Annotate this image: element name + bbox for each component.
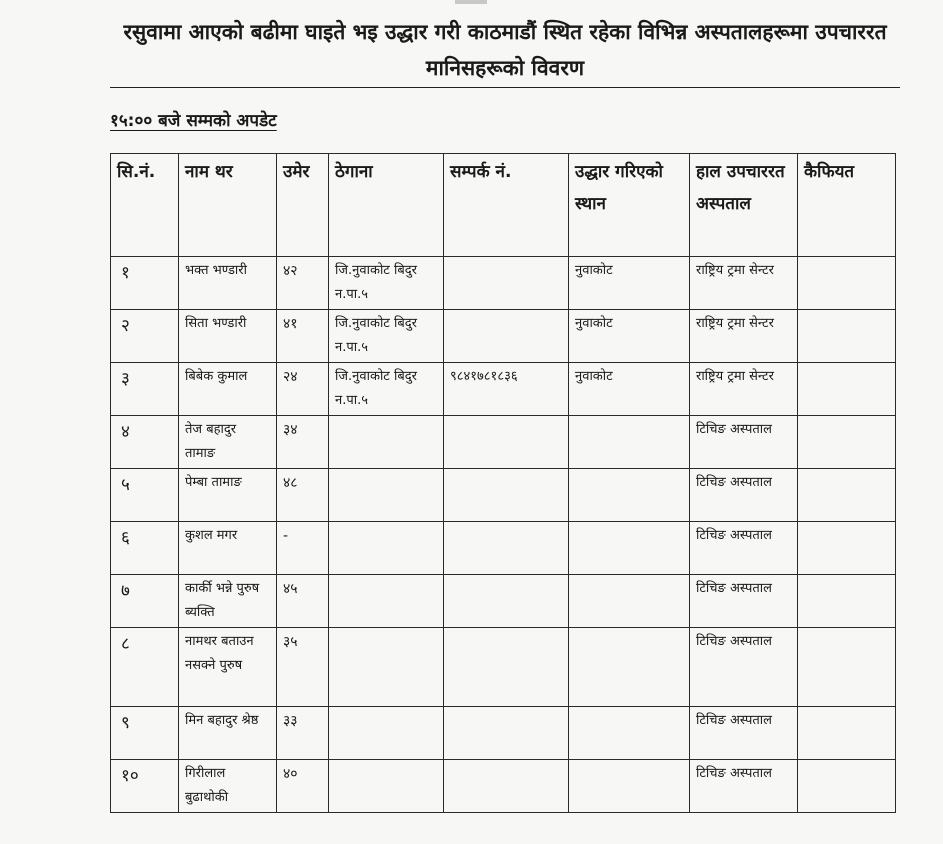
cell-remarks [798,363,896,416]
cell-rescue-place [569,707,690,760]
cell-serial: १० [111,760,179,813]
cell-contact [444,416,569,469]
cell-rescue-place [569,575,690,628]
cell-remarks [798,257,896,310]
cell-hospital: टिचिङ अस्पताल [690,707,798,760]
cell-name: पेम्बा तामाङ [179,469,277,522]
cell-rescue-place [569,522,690,575]
cell-serial: २ [111,310,179,363]
cell-address [329,416,444,469]
header-age: उमेर [277,154,329,257]
cell-name: गिरीलाल बुढाथोकी [179,760,277,813]
table-row [111,575,896,628]
cell-rescue-place: नुवाकोट [569,363,690,416]
cell-age: ४० [277,760,329,813]
cell-remarks [798,522,896,575]
cell-contact [444,257,569,310]
header-remarks: कैफियत [798,154,896,257]
cell-age: ३३ [277,707,329,760]
header-rescue-place: उद्धार गरिएको स्थान [569,154,690,257]
cell-rescue-place: नुवाकोट [569,310,690,363]
cell-remarks [798,760,896,813]
cell-contact [444,575,569,628]
cell-name: सिता भण्डारी [179,310,277,363]
cell-name: भक्त भण्डारी [179,257,277,310]
table-row [111,416,896,469]
cell-hospital: टिचिङ अस्पताल [690,522,798,575]
cell-serial: ९ [111,707,179,760]
cell-age: ४५ [277,575,329,628]
cell-contact [444,707,569,760]
cell-serial: ६ [111,522,179,575]
cell-hospital: राष्ट्रिय ट्रमा सेन्टर [690,363,798,416]
header-serial: सि.नं. [111,154,179,257]
cell-hospital: टिचिङ अस्पताल [690,575,798,628]
cell-address: जि.नुवाकोट बिदुर न.पा.५ [329,363,444,416]
table-row [111,310,896,363]
cell-address [329,760,444,813]
cell-hospital: राष्ट्रिय ट्रमा सेन्टर [690,257,798,310]
table-row [111,707,896,760]
header-hospital: हाल उपचाररत अस्पताल [690,154,798,257]
table-row [111,760,896,813]
cell-contact [444,628,569,707]
cell-age: ४८ [277,469,329,522]
cell-address [329,522,444,575]
cell-remarks [798,628,896,707]
cell-hospital: राष्ट्रिय ट्रमा सेन्टर [690,310,798,363]
cell-rescue-place [569,416,690,469]
cell-serial: ५ [111,469,179,522]
cell-remarks [798,575,896,628]
patients-table [110,153,896,813]
cell-rescue-place: नुवाकोट [569,257,690,310]
cell-serial: ८ [111,628,179,707]
cell-name: कुशल मगर [179,522,277,575]
cell-remarks [798,416,896,469]
cell-serial: ३ [111,363,179,416]
cell-age: २४ [277,363,329,416]
cell-address: जि.नुवाकोट बिदुर न.पा.५ [329,257,444,310]
cell-age: ३५ [277,628,329,707]
cell-remarks [798,310,896,363]
cell-name: मिन बहादुर श्रेष्ठ [179,707,277,760]
cell-hospital: टिचिङ अस्पताल [690,760,798,813]
cell-age: ३४ [277,416,329,469]
cell-rescue-place [569,469,690,522]
table-row [111,522,896,575]
cell-address [329,575,444,628]
table-row [111,363,896,416]
cell-serial: ७ [111,575,179,628]
cell-rescue-place [569,628,690,707]
cell-contact: ९८४१७८१८३६ [444,363,569,416]
cell-address: जि.नुवाकोट बिदुर न.पा.५ [329,310,444,363]
cell-contact [444,522,569,575]
cell-serial: १ [111,257,179,310]
cell-name: नामथर बताउन नसक्ने पुरुष [179,628,277,707]
cell-age: ४२ [277,257,329,310]
table-row [111,469,896,522]
table-header-row [111,154,896,257]
cell-remarks [798,707,896,760]
header-contact: सम्पर्क नं. [444,154,569,257]
cell-hospital: टिचिङ अस्पताल [690,416,798,469]
cell-address [329,469,444,522]
cell-hospital: टिचिङ अस्पताल [690,628,798,707]
cell-name: बिबेक कुमाल [179,363,277,416]
table-row [111,257,896,310]
cell-age: - [277,522,329,575]
cell-name: कार्की भन्ने पुरुष ब्यक्ति [179,575,277,628]
top-edge-mark [455,0,487,4]
cell-remarks [798,469,896,522]
header-name: नाम थर [179,154,277,257]
cell-contact [444,469,569,522]
update-label: १५:०० बजे सम्मको अपडेट [110,111,277,131]
cell-hospital: टिचिङ अस्पताल [690,469,798,522]
cell-name: तेज बहादुर तामाङ [179,416,277,469]
title-divider [110,87,900,88]
header-address: ठेगाना [329,154,444,257]
table-row [111,628,896,707]
cell-serial: ४ [111,416,179,469]
cell-age: ४१ [277,310,329,363]
cell-contact [444,310,569,363]
cell-address [329,628,444,707]
cell-rescue-place [569,760,690,813]
cell-address [329,707,444,760]
cell-contact [444,760,569,813]
document-title: रसुवामा आएको बढीमा घाइते भइ उद्धार गरी काठमाडौं स्थित रहेका विभिन्न अस्पतालहरूमा उपचाररत मानिसहरूको विवरण [123,20,887,80]
